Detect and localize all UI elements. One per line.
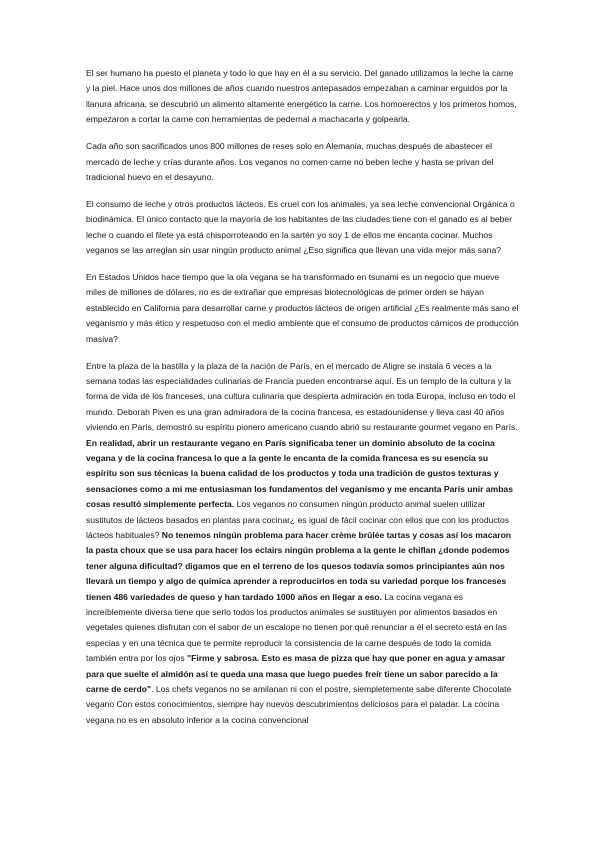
paragraph-1 <box>86 66 520 128</box>
text-run: . Los chefs veganos no se amilanan ni con el postre, siempletemente sabe diferente Chocolate vegano Con estos conocimientos, siempre hay nuevos descubrimientos deliciosos para el paladar. La cocina vegana no es en absoluto inferior a la cocina convencional <box>86 684 512 725</box>
text-run: Cada año son sacrificados unos 800 millones de reses solo en Alemania, muchas después de abastecer el mercado de leche y crías durante años. Los veganos no comen carne no beben leche y hasta se privan del tradicional huevo en el desayuno. <box>86 141 494 182</box>
bold-text-run: "Firme y sabrosa. Esto es masa de pizza que hay que poner en agua y amasar para que suelte el almidón así te queda una masa que luego puedes freír tiene un sabor parecido a la carne de cerdo" <box>86 653 506 695</box>
document-body <box>86 66 520 740</box>
bold-text-run: No tenemos ningún problema para hacer crème brûlée tartas y cosas así los macaron la pasta choux que se usa para hacer los eclairs ningún problema a la gente le chiflan ¿donde podemos tener alguna dificultad? digamos que en el terreno de los quesos todavía somos principiantes aún nos llevará un tiempo y algo de química aprender a reproducirlos en toda su variedad porque los franceses tienen 486 variedades de queso y han tardado 1000 años en llegar a eso. <box>86 529 512 602</box>
paragraph-5 <box>86 359 520 729</box>
paragraph-2 <box>86 139 520 185</box>
paragraph-4 <box>86 270 520 347</box>
bold-text-run: En realidad, abrir un restaurante vegano en París significaba tener un dominio absoluto de la cocina vegana y de la cocina francesa lo que a la gente le encanta de la comida francesa es su esencia su espíritu son sus técnicas la buena calidad de los productos y toda una tradición de gustos texturas y sensaciones como a mí me entusiasman los fundamentos del veganismo y me encanta París unir ambas cosas resultó simplemente perfecta. <box>86 437 513 510</box>
text-run: La cocina vegana es increíblemente diversa tiene que serlo todos los productos animales se sustituyen por alimentos basados en vegetales quienes disfrutan con el sabor de un escalope no tienen por qué renunciar a él el secreto está en las especias y en una técnica que te permite reproducir la consistencia de la carne después de todo la comida también entra por los ojos <box>86 591 507 664</box>
paragraph-3 <box>86 197 520 259</box>
text-run: El ser humano ha puesto el planeta y todo lo que hay en él a su servicio. Del ganado utilizamos la leche la carne y la piel. Hace unos dos millones de años cuando nuestros antepasados empezaban a caminar erguidos por la llanura africana, se descubrió un alimento altamente energético la carne. Los homoerectos y los primeros homos, empezaron a cortar la carne con herramientas de pedernal a machacarla y golpearla. <box>86 68 517 125</box>
text-run: El consumo de leche y otros productos lácteos. Es cruel con los animales, ya sea leche convencional Orgánica o biodinámica. El único contacto que la mayoría de los habitantes de las ciudades tiene con el ganado es al beber leche o cuando el filete ya está chisporroteando en la sartén yo soy 1 de ellos me encanta cocinar. Muchos veganos se las arreglan sin usar ningún producto animal ¿Eso significa que llevan una vida mejor más sana? <box>86 198 515 256</box>
text-run: Entre la plaza de la bastilla y la plaza de la nación de París, en el mercado de Aligre se instala 6 veces a la semana todas las especialidades culinarias de Francia pueden encontrarse aquí. Es un templo de la cultura y la forma de vida de los franceses, una cultura culinaria que despierta admiración en toda Europa, incluso en todo el mundo. Deborah Piven es una gran admiradora de la cocina francesa, es estadounidense y lleva casi 40 años viviendo en París, demostró su espíritu pionero americano cuando abrió su restaurante gourmet vegano en París. <box>86 360 518 433</box>
text-run: En Estados Unidos hace tiempo que la ola vegana se ha transformado en tsunami es un negocio que mueve miles de millones de dólares, no es de extrañar que empresas biotecnológicas de primer orden se hayan establecido en California para desarrollar carne y productos lácteos de origen artificial ¿Es realmente más sano el veganismo y más ético y respetuoso con el medio ambiente que el consumo de productos cárnicos de producción masiva? <box>86 271 519 344</box>
text-run: Los veganos no consumen ningún producto animal suelen utilizar sustitutos de lácteos basados en plantas para cocinar¿ es igual de fácil cocinar con ellos que con los productos lácteos habituales? <box>86 499 510 540</box>
